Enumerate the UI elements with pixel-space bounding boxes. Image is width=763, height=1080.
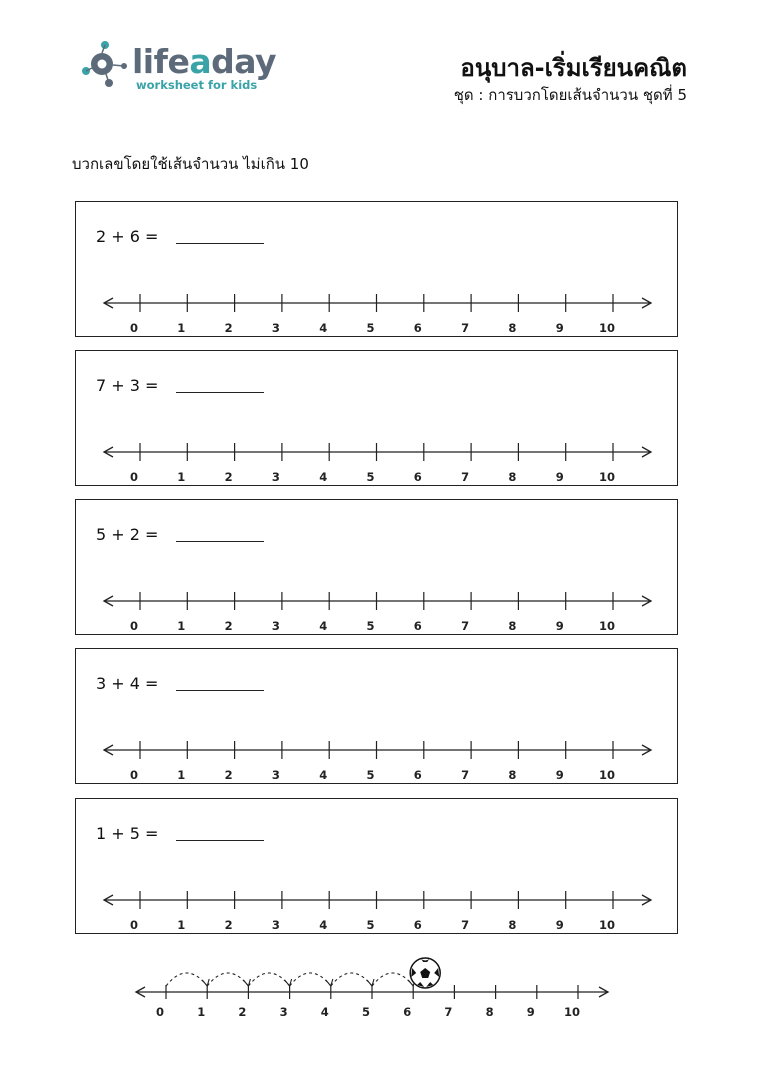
page-title: อนุบาล-เริ่มเรียนคณิต	[460, 54, 687, 82]
tick-label-3: 3	[271, 470, 280, 484]
tick-label-7: 7	[461, 321, 470, 335]
tick-label-0: 0	[129, 768, 139, 782]
number-line	[76, 500, 679, 636]
tick-label-9: 9	[555, 321, 564, 335]
tick-label-9: 9	[555, 619, 564, 633]
tick-label-3: 3	[271, 619, 280, 633]
tick-label-1: 1	[177, 918, 186, 932]
problem-box	[75, 201, 678, 337]
tick-label-0: 0	[155, 1005, 165, 1019]
tick-label-9: 9	[555, 918, 564, 932]
hop-arc	[207, 973, 248, 986]
tick-label-1: 1	[177, 619, 186, 633]
tick-label-2: 2	[224, 321, 233, 335]
tick-label-4: 4	[319, 470, 328, 484]
tick-label-1: 1	[177, 470, 186, 484]
tick-label-6: 6	[413, 321, 422, 335]
tick-label-2: 2	[238, 1005, 247, 1019]
tick-label-1: 1	[177, 321, 186, 335]
logo-tagline: worksheet for kids	[136, 78, 258, 92]
hop-arc	[372, 973, 413, 986]
tick-label-0: 0	[129, 918, 139, 932]
number-line	[76, 202, 679, 338]
tick-label-10: 10	[598, 619, 616, 633]
tick-label-8: 8	[508, 918, 517, 932]
tick-label-6: 6	[413, 470, 422, 484]
tick-label-2: 2	[224, 918, 233, 932]
tick-label-2: 2	[224, 470, 233, 484]
tick-label-10: 10	[598, 470, 616, 484]
tick-label-1: 1	[177, 768, 186, 782]
equation-text: 5 + 2 =	[96, 525, 159, 544]
soccer-ball-icon	[410, 958, 440, 988]
tick-label-9: 9	[555, 768, 564, 782]
tick-label-7: 7	[461, 470, 470, 484]
tick-label-5: 5	[366, 918, 375, 932]
tick-label-4: 4	[319, 768, 328, 782]
equation-text: 2 + 6 =	[96, 227, 159, 246]
tick-label-2: 2	[224, 619, 233, 633]
tick-label-3: 3	[271, 918, 280, 932]
tick-label-4: 4	[319, 321, 328, 335]
tick-label-9: 9	[526, 1005, 535, 1019]
tick-label-8: 8	[485, 1005, 494, 1019]
problem-box	[75, 350, 678, 486]
hop-arc	[248, 973, 289, 986]
tick-label-8: 8	[508, 470, 517, 484]
number-line	[76, 351, 679, 487]
tick-label-0: 0	[129, 470, 139, 484]
tick-label-3: 3	[271, 768, 280, 782]
page-subtitle: ชุด : การบวกโดยเส้นจำนวน ชุดที่ 5	[453, 86, 687, 104]
tick-label-6: 6	[403, 1005, 412, 1019]
equation-text: 7 + 3 =	[96, 376, 159, 395]
tick-label-4: 4	[319, 918, 328, 932]
problem-box	[75, 648, 678, 784]
tick-label-10: 10	[598, 768, 616, 782]
tick-label-0: 0	[129, 321, 139, 335]
number-line	[76, 799, 679, 935]
problem-box	[75, 499, 678, 635]
number-line	[76, 649, 679, 785]
tick-label-10: 10	[598, 918, 616, 932]
hop-arc	[166, 973, 207, 986]
logo-wordmark: lifeaday	[132, 42, 277, 81]
tick-label-1: 1	[197, 1005, 206, 1019]
problem-box	[75, 798, 678, 934]
tick-label-5: 5	[366, 768, 375, 782]
equation-text: 1 + 5 =	[96, 824, 159, 843]
equation-text: 3 + 4 =	[96, 674, 159, 693]
tick-label-5: 5	[366, 619, 375, 633]
tick-label-10: 10	[563, 1005, 581, 1019]
instruction-text: บวกเลขโดยใช้เส้นจำนวน ไม่เกิน 10	[72, 155, 309, 173]
tick-label-5: 5	[366, 470, 375, 484]
tick-label-2: 2	[224, 768, 233, 782]
tick-label-6: 6	[413, 768, 422, 782]
tick-label-6: 6	[413, 619, 422, 633]
example-number-line	[128, 955, 628, 1025]
tick-label-4: 4	[319, 619, 328, 633]
tick-label-7: 7	[444, 1005, 453, 1019]
tick-label-3: 3	[271, 321, 280, 335]
tick-label-7: 7	[461, 619, 470, 633]
tick-label-8: 8	[508, 321, 517, 335]
tick-label-8: 8	[508, 768, 517, 782]
tick-label-7: 7	[461, 768, 470, 782]
tick-label-7: 7	[461, 918, 470, 932]
tick-label-3: 3	[279, 1005, 288, 1019]
tick-label-6: 6	[413, 918, 422, 932]
hop-arc	[290, 973, 331, 986]
tick-label-10: 10	[598, 321, 616, 335]
tick-label-0: 0	[129, 619, 139, 633]
tick-label-4: 4	[320, 1005, 329, 1019]
tick-label-5: 5	[366, 321, 375, 335]
tick-label-9: 9	[555, 470, 564, 484]
tick-label-8: 8	[508, 619, 517, 633]
hop-arc	[331, 973, 372, 986]
tick-label-5: 5	[361, 1005, 371, 1019]
